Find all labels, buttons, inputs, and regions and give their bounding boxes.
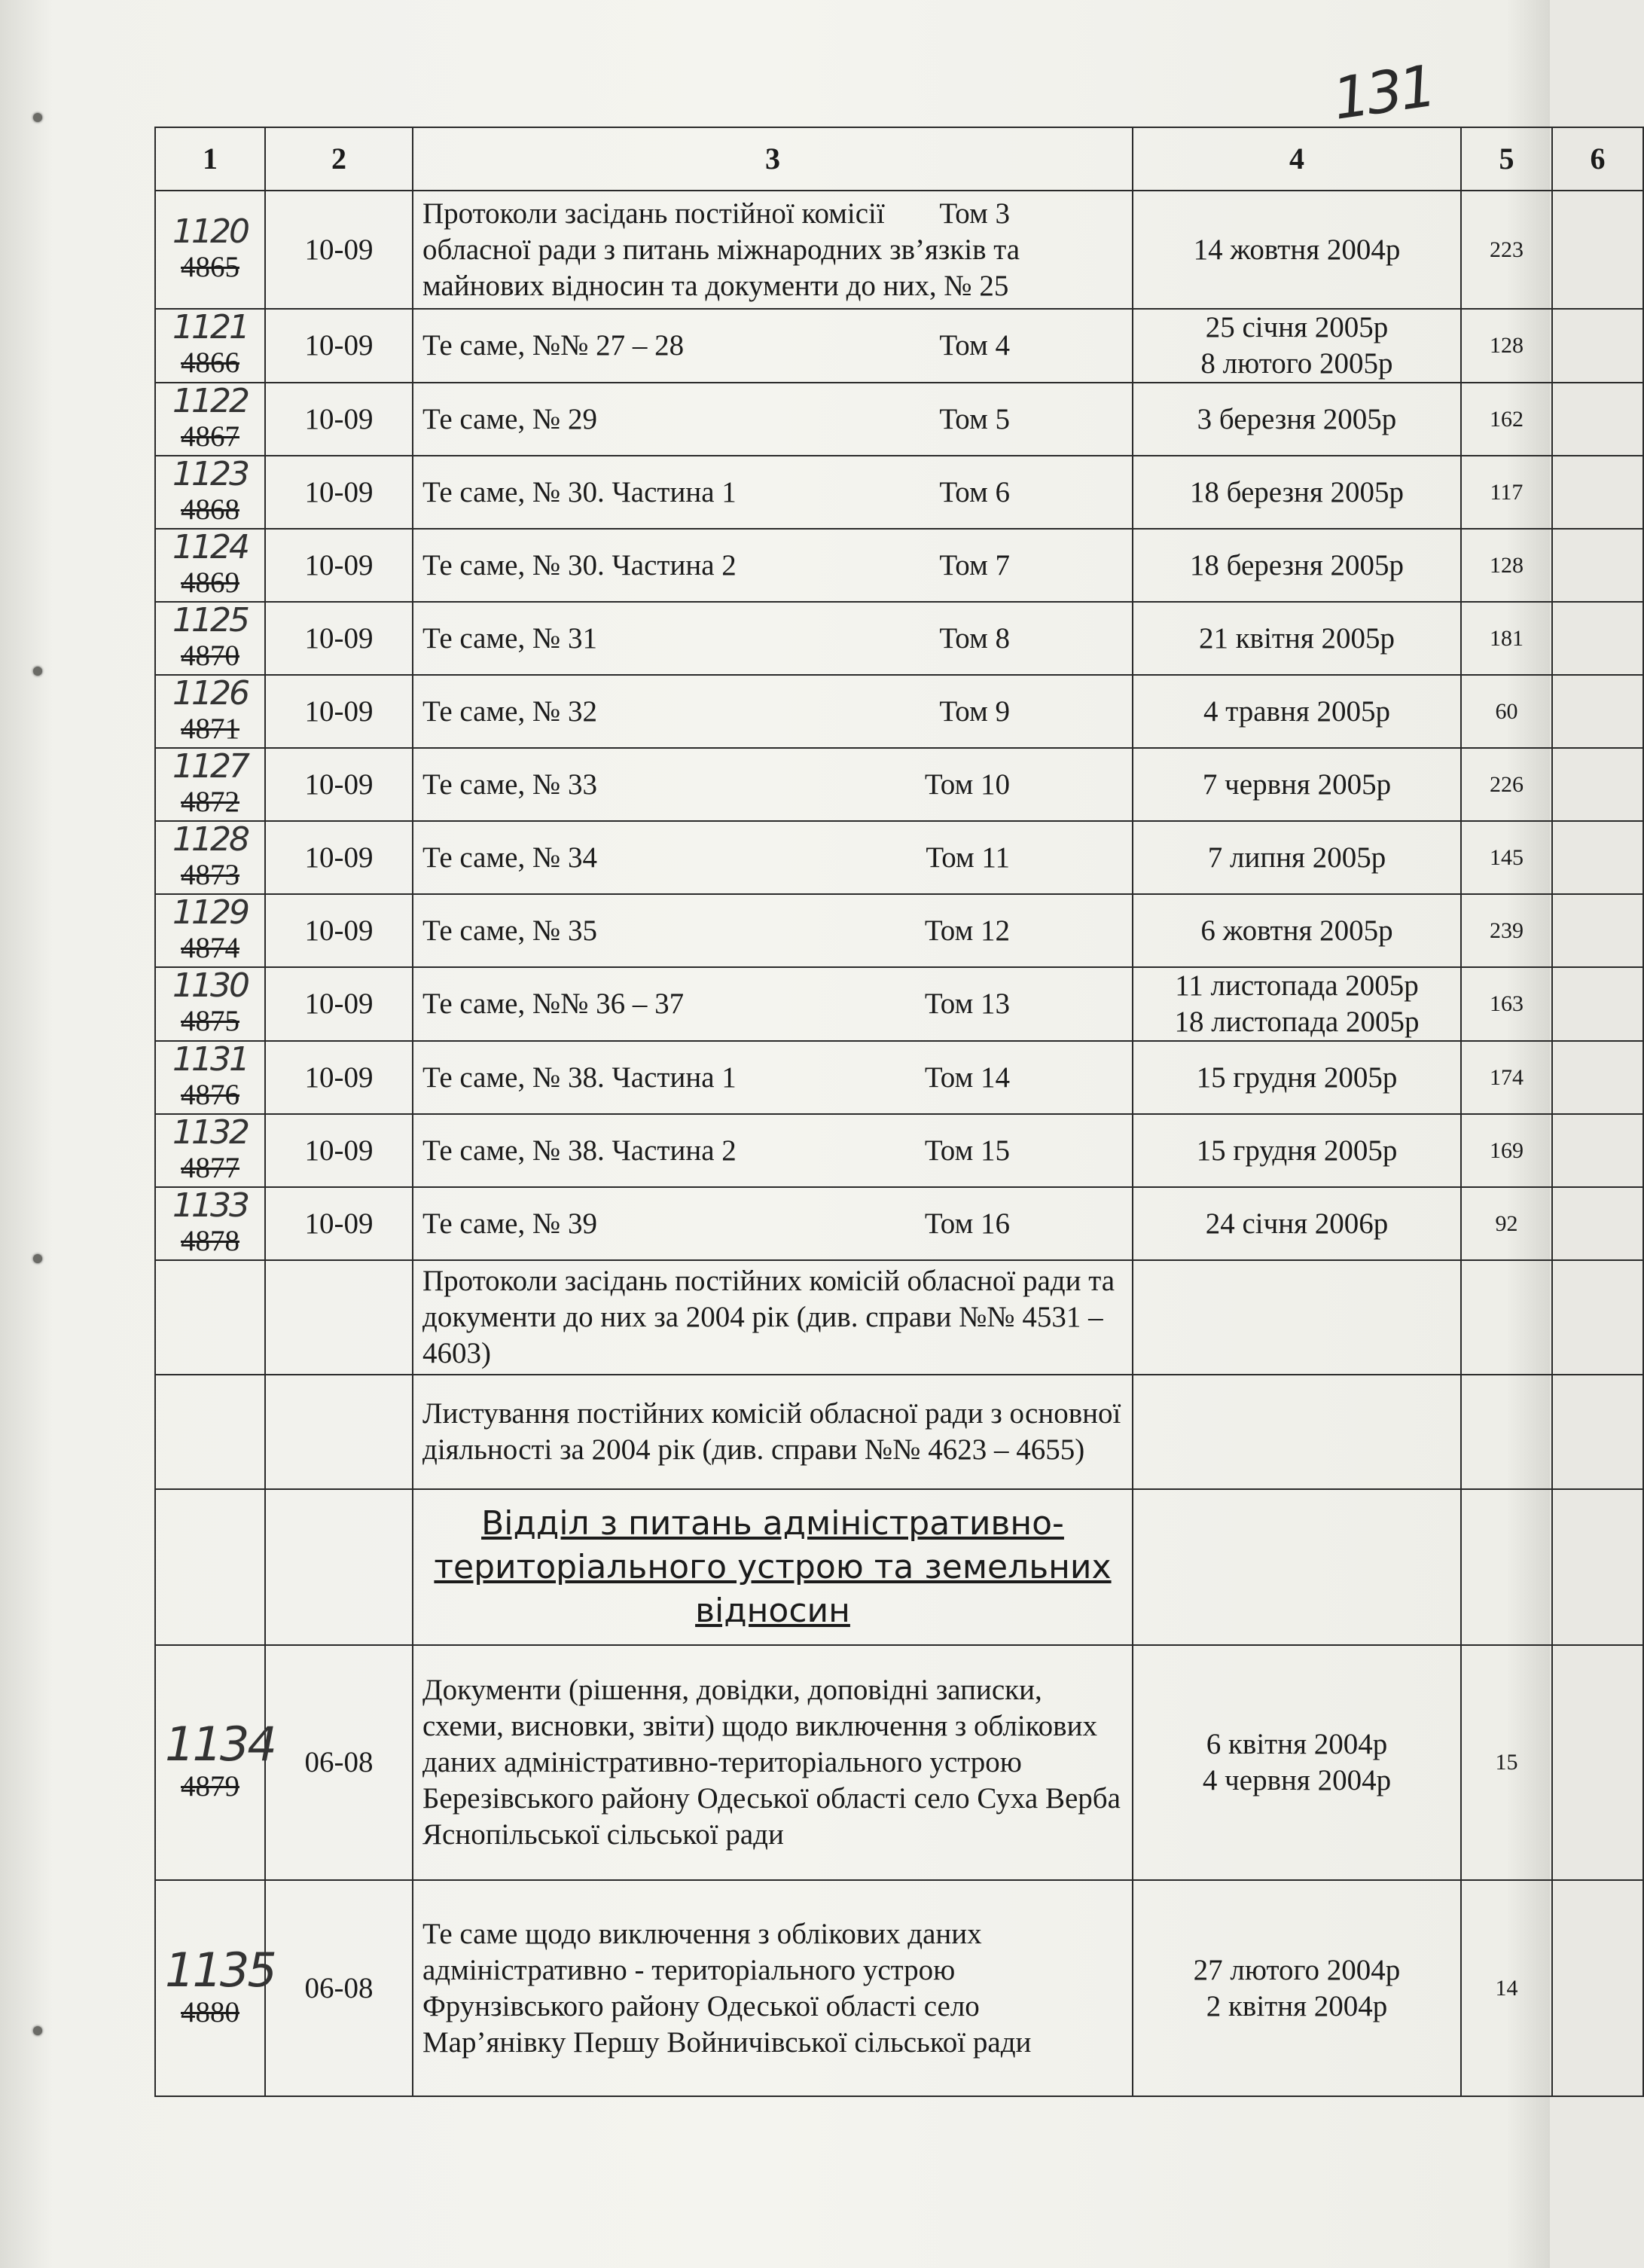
sheets-count-cell bbox=[1461, 1375, 1552, 1489]
title-cell bbox=[413, 602, 1133, 675]
dates-cell bbox=[1133, 894, 1461, 967]
handwritten-new-number: 1124 bbox=[172, 527, 248, 566]
case-number-cell bbox=[155, 1260, 265, 1375]
case-number-cell bbox=[155, 529, 265, 602]
sheets-count-cell: 15 bbox=[1461, 1645, 1552, 1880]
sheets-count-cell: 117 bbox=[1461, 456, 1552, 529]
dates-cell bbox=[1133, 191, 1461, 309]
case-title: Те саме, № 29 bbox=[422, 402, 597, 435]
volume-label: Том 3 bbox=[939, 197, 1010, 230]
header-col-2: 2 bbox=[265, 127, 413, 191]
reference-note-text: Листування постійних комісій обласної ради з основної діяльності за 2004 рік (див. справи №№ 4623 – 4655) bbox=[413, 1375, 1133, 1489]
case-number-cell bbox=[155, 894, 265, 967]
date-value: 8 лютого 2005р bbox=[1200, 347, 1393, 380]
handwritten-new-number: 1121 bbox=[172, 308, 248, 346]
volume-label: Том 13 bbox=[924, 987, 1010, 1020]
date-value: 3 березня 2005р bbox=[1197, 402, 1397, 435]
table-header-row bbox=[155, 127, 1643, 191]
date-value: 18 березня 2005р bbox=[1189, 548, 1405, 581]
notes-cell bbox=[1552, 309, 1643, 383]
case-title: Те саме, № 31 bbox=[422, 621, 597, 655]
case-number-cell bbox=[155, 1489, 265, 1645]
dates-cell bbox=[1133, 1880, 1461, 2096]
index-cell: 10-09 bbox=[265, 675, 413, 748]
index-cell: 06-08 bbox=[265, 1880, 413, 2096]
date-value: 11 листопада 2005р bbox=[1175, 969, 1419, 1002]
date-value: 24 січня 2006р bbox=[1205, 1207, 1389, 1240]
case-number-cell bbox=[155, 383, 265, 456]
crossed-out-old-number: 4874 bbox=[181, 931, 239, 964]
sheets-count-cell: 239 bbox=[1461, 894, 1552, 967]
case-title: Те саме, № 30. Частина 2 bbox=[422, 548, 737, 581]
crossed-out-old-number: 4868 bbox=[181, 493, 239, 526]
volume-label: Том 11 bbox=[926, 841, 1010, 874]
case-title: Те саме щодо виключення з облікових даних адміністративно - територіального устрою Фрунзівського району Одеської області село Мар’янівку Першу Войничівської сільської ради bbox=[413, 1880, 1133, 2096]
notes-cell bbox=[1552, 1375, 1643, 1489]
index-cell: 10-09 bbox=[265, 191, 413, 309]
dates-cell bbox=[1133, 1114, 1461, 1187]
handwritten-new-number: 1135 bbox=[165, 1942, 275, 1998]
reference-note-row bbox=[155, 1260, 1643, 1375]
case-number-cell bbox=[155, 456, 265, 529]
table-row bbox=[155, 1114, 1643, 1187]
dates-cell bbox=[1133, 821, 1461, 894]
index-cell: 10-09 bbox=[265, 748, 413, 821]
notes-cell bbox=[1552, 1187, 1643, 1260]
case-title: Те саме, № 33 bbox=[422, 768, 597, 801]
notes-cell bbox=[1552, 191, 1643, 309]
date-value: 15 грудня 2005р bbox=[1196, 1134, 1398, 1167]
register-table bbox=[154, 127, 1644, 2097]
case-number-cell bbox=[155, 602, 265, 675]
index-cell: 10-09 bbox=[265, 383, 413, 456]
volume-label: Том 10 bbox=[924, 768, 1010, 801]
title-cell bbox=[413, 748, 1133, 821]
notes-cell bbox=[1552, 1645, 1643, 1880]
index-cell: 10-09 bbox=[265, 309, 413, 383]
volume-label: Том 12 bbox=[924, 914, 1010, 947]
date-value: 14 жовтня 2004р bbox=[1193, 233, 1401, 266]
date-value: 27 лютого 2004р bbox=[1193, 1953, 1401, 1986]
index-cell: 10-09 bbox=[265, 894, 413, 967]
case-title: Те саме, №№ 27 – 28 bbox=[422, 329, 685, 362]
dates-cell bbox=[1133, 309, 1461, 383]
handwritten-new-number: 1120 bbox=[172, 212, 248, 251]
handwritten-new-number: 1126 bbox=[172, 673, 248, 713]
crossed-out-old-number: 4866 bbox=[181, 346, 239, 379]
table-row bbox=[155, 748, 1643, 821]
notes-cell bbox=[1552, 1114, 1643, 1187]
volume-label: Том 8 bbox=[939, 621, 1010, 655]
dates-cell bbox=[1133, 529, 1461, 602]
sheets-count-cell bbox=[1461, 1489, 1552, 1645]
notes-cell bbox=[1552, 748, 1643, 821]
case-number-cell bbox=[155, 1187, 265, 1260]
crossed-out-old-number: 4879 bbox=[181, 1770, 239, 1802]
case-number-cell bbox=[155, 1114, 265, 1187]
section-title-cell bbox=[413, 1489, 1133, 1645]
dates-cell bbox=[1133, 1187, 1461, 1260]
title-cell bbox=[413, 1041, 1133, 1114]
dates-cell bbox=[1133, 1489, 1461, 1645]
table-row bbox=[155, 1041, 1643, 1114]
case-title: Те саме, № 35 bbox=[422, 914, 597, 947]
binding-hole bbox=[33, 667, 42, 676]
crossed-out-old-number: 4870 bbox=[181, 639, 239, 672]
date-value: 6 жовтня 2005р bbox=[1200, 914, 1393, 947]
case-title: Те саме, № 30. Частина 1 bbox=[422, 475, 737, 508]
table-row bbox=[155, 529, 1643, 602]
sheets-count-cell: 174 bbox=[1461, 1041, 1552, 1114]
sheets-count-cell bbox=[1461, 1260, 1552, 1375]
title-cell bbox=[413, 894, 1133, 967]
handwritten-new-number: 1133 bbox=[172, 1186, 248, 1225]
title-cell bbox=[413, 191, 1133, 309]
case-title: Те саме, № 38. Частина 1 bbox=[422, 1061, 737, 1094]
handwritten-new-number: 1123 bbox=[172, 454, 248, 493]
dates-cell bbox=[1133, 1260, 1461, 1375]
crossed-out-old-number: 4877 bbox=[181, 1151, 239, 1184]
volume-label: Том 9 bbox=[939, 694, 1010, 728]
case-title: Те саме, № 39 bbox=[422, 1207, 597, 1240]
date-value: 7 липня 2005р bbox=[1207, 841, 1386, 874]
index-cell: 10-09 bbox=[265, 602, 413, 675]
table-row bbox=[155, 1187, 1643, 1260]
case-title: Те саме, №№ 36 – 37 bbox=[422, 987, 685, 1020]
title-cell bbox=[413, 529, 1133, 602]
case-number-cell bbox=[155, 1041, 265, 1114]
date-value: 4 червня 2004р bbox=[1202, 1764, 1392, 1796]
volume-label: Том 6 bbox=[939, 475, 1010, 508]
header-col-3: 3 bbox=[413, 127, 1133, 191]
dates-cell bbox=[1133, 1375, 1461, 1489]
date-value: 6 квітня 2004р bbox=[1206, 1728, 1388, 1760]
crossed-out-old-number: 4865 bbox=[181, 250, 239, 283]
notes-cell bbox=[1552, 821, 1643, 894]
handwritten-new-number: 1134 bbox=[165, 1717, 275, 1772]
reference-note-text: Протоколи засідань постійних комісій обласної ради та документи до них за 2004 рік (див. справи №№ 4531 – 4603) bbox=[413, 1260, 1133, 1375]
case-number-cell bbox=[155, 1375, 265, 1489]
handwritten-new-number: 1132 bbox=[172, 1113, 248, 1152]
sheets-count-cell: 128 bbox=[1461, 529, 1552, 602]
table-row bbox=[155, 1880, 1643, 2096]
date-value: 18 листопада 2005р bbox=[1174, 1006, 1420, 1038]
index-cell: 10-09 bbox=[265, 1041, 413, 1114]
index-cell: 10-09 bbox=[265, 821, 413, 894]
sheets-count-cell: 226 bbox=[1461, 748, 1552, 821]
notes-cell bbox=[1552, 894, 1643, 967]
dates-cell bbox=[1133, 602, 1461, 675]
crossed-out-old-number: 4875 bbox=[181, 1005, 239, 1037]
volume-label: Том 4 bbox=[939, 329, 1010, 362]
title-cell bbox=[413, 967, 1133, 1041]
case-number-cell bbox=[155, 309, 265, 383]
notes-cell bbox=[1552, 675, 1643, 748]
table-row bbox=[155, 967, 1643, 1041]
date-value: 18 березня 2005р bbox=[1189, 475, 1405, 508]
sheets-count-cell: 163 bbox=[1461, 967, 1552, 1041]
binding-hole bbox=[33, 2026, 42, 2035]
case-title: Те саме, № 38. Частина 2 bbox=[422, 1134, 737, 1167]
dates-cell bbox=[1133, 748, 1461, 821]
table-row bbox=[155, 894, 1643, 967]
crossed-out-old-number: 4880 bbox=[181, 1995, 239, 2028]
crossed-out-old-number: 4871 bbox=[181, 712, 239, 745]
title-cell bbox=[413, 1114, 1133, 1187]
index-cell bbox=[265, 1375, 413, 1489]
index-cell: 06-08 bbox=[265, 1645, 413, 1880]
title-cell bbox=[413, 821, 1133, 894]
section-header-row bbox=[155, 1489, 1643, 1645]
dates-cell bbox=[1133, 675, 1461, 748]
volume-label: Том 7 bbox=[939, 548, 1010, 581]
crossed-out-old-number: 4872 bbox=[181, 785, 239, 818]
table-row bbox=[155, 383, 1643, 456]
notes-cell bbox=[1552, 383, 1643, 456]
sheets-count-cell: 92 bbox=[1461, 1187, 1552, 1260]
case-number-cell bbox=[155, 821, 265, 894]
table-row bbox=[155, 675, 1643, 748]
volume-label: Том 5 bbox=[939, 402, 1010, 435]
case-number-cell bbox=[155, 191, 265, 309]
dates-cell bbox=[1133, 1041, 1461, 1114]
sheets-count-cell: 181 bbox=[1461, 602, 1552, 675]
binding-hole bbox=[33, 1254, 42, 1263]
sheets-count-cell: 145 bbox=[1461, 821, 1552, 894]
header-col-5: 5 bbox=[1461, 127, 1552, 191]
table-row bbox=[155, 602, 1643, 675]
handwritten-page-number: 131 bbox=[1328, 52, 1438, 133]
dates-cell bbox=[1133, 967, 1461, 1041]
crossed-out-old-number: 4876 bbox=[181, 1078, 239, 1111]
index-cell: 10-09 bbox=[265, 529, 413, 602]
handwritten-new-number: 1129 bbox=[172, 893, 248, 932]
sheets-count-cell: 14 bbox=[1461, 1880, 1552, 2096]
case-title: Те саме, № 34 bbox=[422, 841, 597, 874]
volume-label: Том 15 bbox=[924, 1134, 1010, 1167]
case-number-cell bbox=[155, 967, 265, 1041]
volume-label: Том 16 bbox=[924, 1207, 1010, 1240]
section-title: Відділ з питань адміністративно-територіального устрою та земельних відносин bbox=[434, 1503, 1112, 1630]
index-cell: 10-09 bbox=[265, 1114, 413, 1187]
index-cell bbox=[265, 1260, 413, 1375]
notes-cell bbox=[1552, 456, 1643, 529]
table-row bbox=[155, 1645, 1643, 1880]
title-cell bbox=[413, 1187, 1133, 1260]
sheets-count-cell: 169 bbox=[1461, 1114, 1552, 1187]
handwritten-new-number: 1127 bbox=[172, 746, 248, 786]
date-value: 4 травня 2005р bbox=[1203, 694, 1391, 728]
dates-cell bbox=[1133, 1645, 1461, 1880]
sheets-count-cell: 223 bbox=[1461, 191, 1552, 309]
case-title: Протоколи засідань постійної комісії обласної ради з питань міжнародних зв’язків та майнових відносин та документи до них, № 25 bbox=[422, 197, 1020, 302]
case-number-cell bbox=[155, 748, 265, 821]
index-cell: 10-09 bbox=[265, 1187, 413, 1260]
notes-cell bbox=[1552, 967, 1643, 1041]
table-row bbox=[155, 456, 1643, 529]
title-cell bbox=[413, 675, 1133, 748]
notes-cell bbox=[1552, 1880, 1643, 2096]
crossed-out-old-number: 4873 bbox=[181, 858, 239, 891]
sheets-count-cell: 128 bbox=[1461, 309, 1552, 383]
sheets-count-cell: 162 bbox=[1461, 383, 1552, 456]
case-title: Те саме, № 32 bbox=[422, 694, 597, 728]
case-number-cell bbox=[155, 675, 265, 748]
dates-cell bbox=[1133, 456, 1461, 529]
index-cell: 10-09 bbox=[265, 456, 413, 529]
handwritten-new-number: 1125 bbox=[172, 600, 248, 639]
header-col-6: 6 bbox=[1552, 127, 1643, 191]
volume-label: Том 14 bbox=[924, 1061, 1010, 1094]
header-col-4: 4 bbox=[1133, 127, 1461, 191]
sheets-count-cell: 60 bbox=[1461, 675, 1552, 748]
case-title: Документи (рішення, довідки, доповідні записки, схеми, висновки, звіти) щодо виключення з облікових даних адміністративно-територіального устрою Березівського району Одеської області село Суха Верба Яснопільської сільської ради bbox=[413, 1645, 1133, 1880]
notes-cell bbox=[1552, 1260, 1643, 1375]
binding-hole bbox=[33, 113, 42, 122]
header-col-1: 1 bbox=[155, 127, 265, 191]
case-number-cell bbox=[155, 1880, 275, 2096]
date-value: 7 червня 2005р bbox=[1202, 768, 1392, 801]
notes-cell bbox=[1552, 529, 1643, 602]
table-row bbox=[155, 309, 1643, 383]
handwritten-new-number: 1130 bbox=[172, 966, 248, 1005]
crossed-out-old-number: 4878 bbox=[181, 1224, 239, 1257]
notes-cell bbox=[1552, 1489, 1643, 1645]
crossed-out-old-number: 4869 bbox=[181, 566, 239, 599]
title-cell bbox=[413, 309, 1133, 383]
index-cell bbox=[265, 1489, 413, 1645]
handwritten-new-number: 1122 bbox=[172, 381, 248, 420]
table-row bbox=[155, 191, 1643, 309]
notes-cell bbox=[1552, 602, 1643, 675]
title-cell bbox=[413, 383, 1133, 456]
case-number-cell bbox=[155, 1645, 275, 1880]
reference-note-row bbox=[155, 1375, 1643, 1489]
handwritten-new-number: 1131 bbox=[172, 1039, 248, 1079]
crossed-out-old-number: 4867 bbox=[181, 420, 239, 453]
index-cell: 10-09 bbox=[265, 967, 413, 1041]
dates-cell bbox=[1133, 383, 1461, 456]
date-value: 15 грудня 2005р bbox=[1196, 1061, 1398, 1094]
table-row bbox=[155, 821, 1643, 894]
date-value: 25 січня 2005р bbox=[1205, 311, 1389, 343]
date-value: 21 квітня 2005р bbox=[1198, 621, 1395, 655]
notes-cell bbox=[1552, 1041, 1643, 1114]
date-value: 2 квітня 2004р bbox=[1206, 1989, 1388, 2022]
handwritten-new-number: 1128 bbox=[172, 820, 248, 859]
title-cell bbox=[413, 456, 1133, 529]
